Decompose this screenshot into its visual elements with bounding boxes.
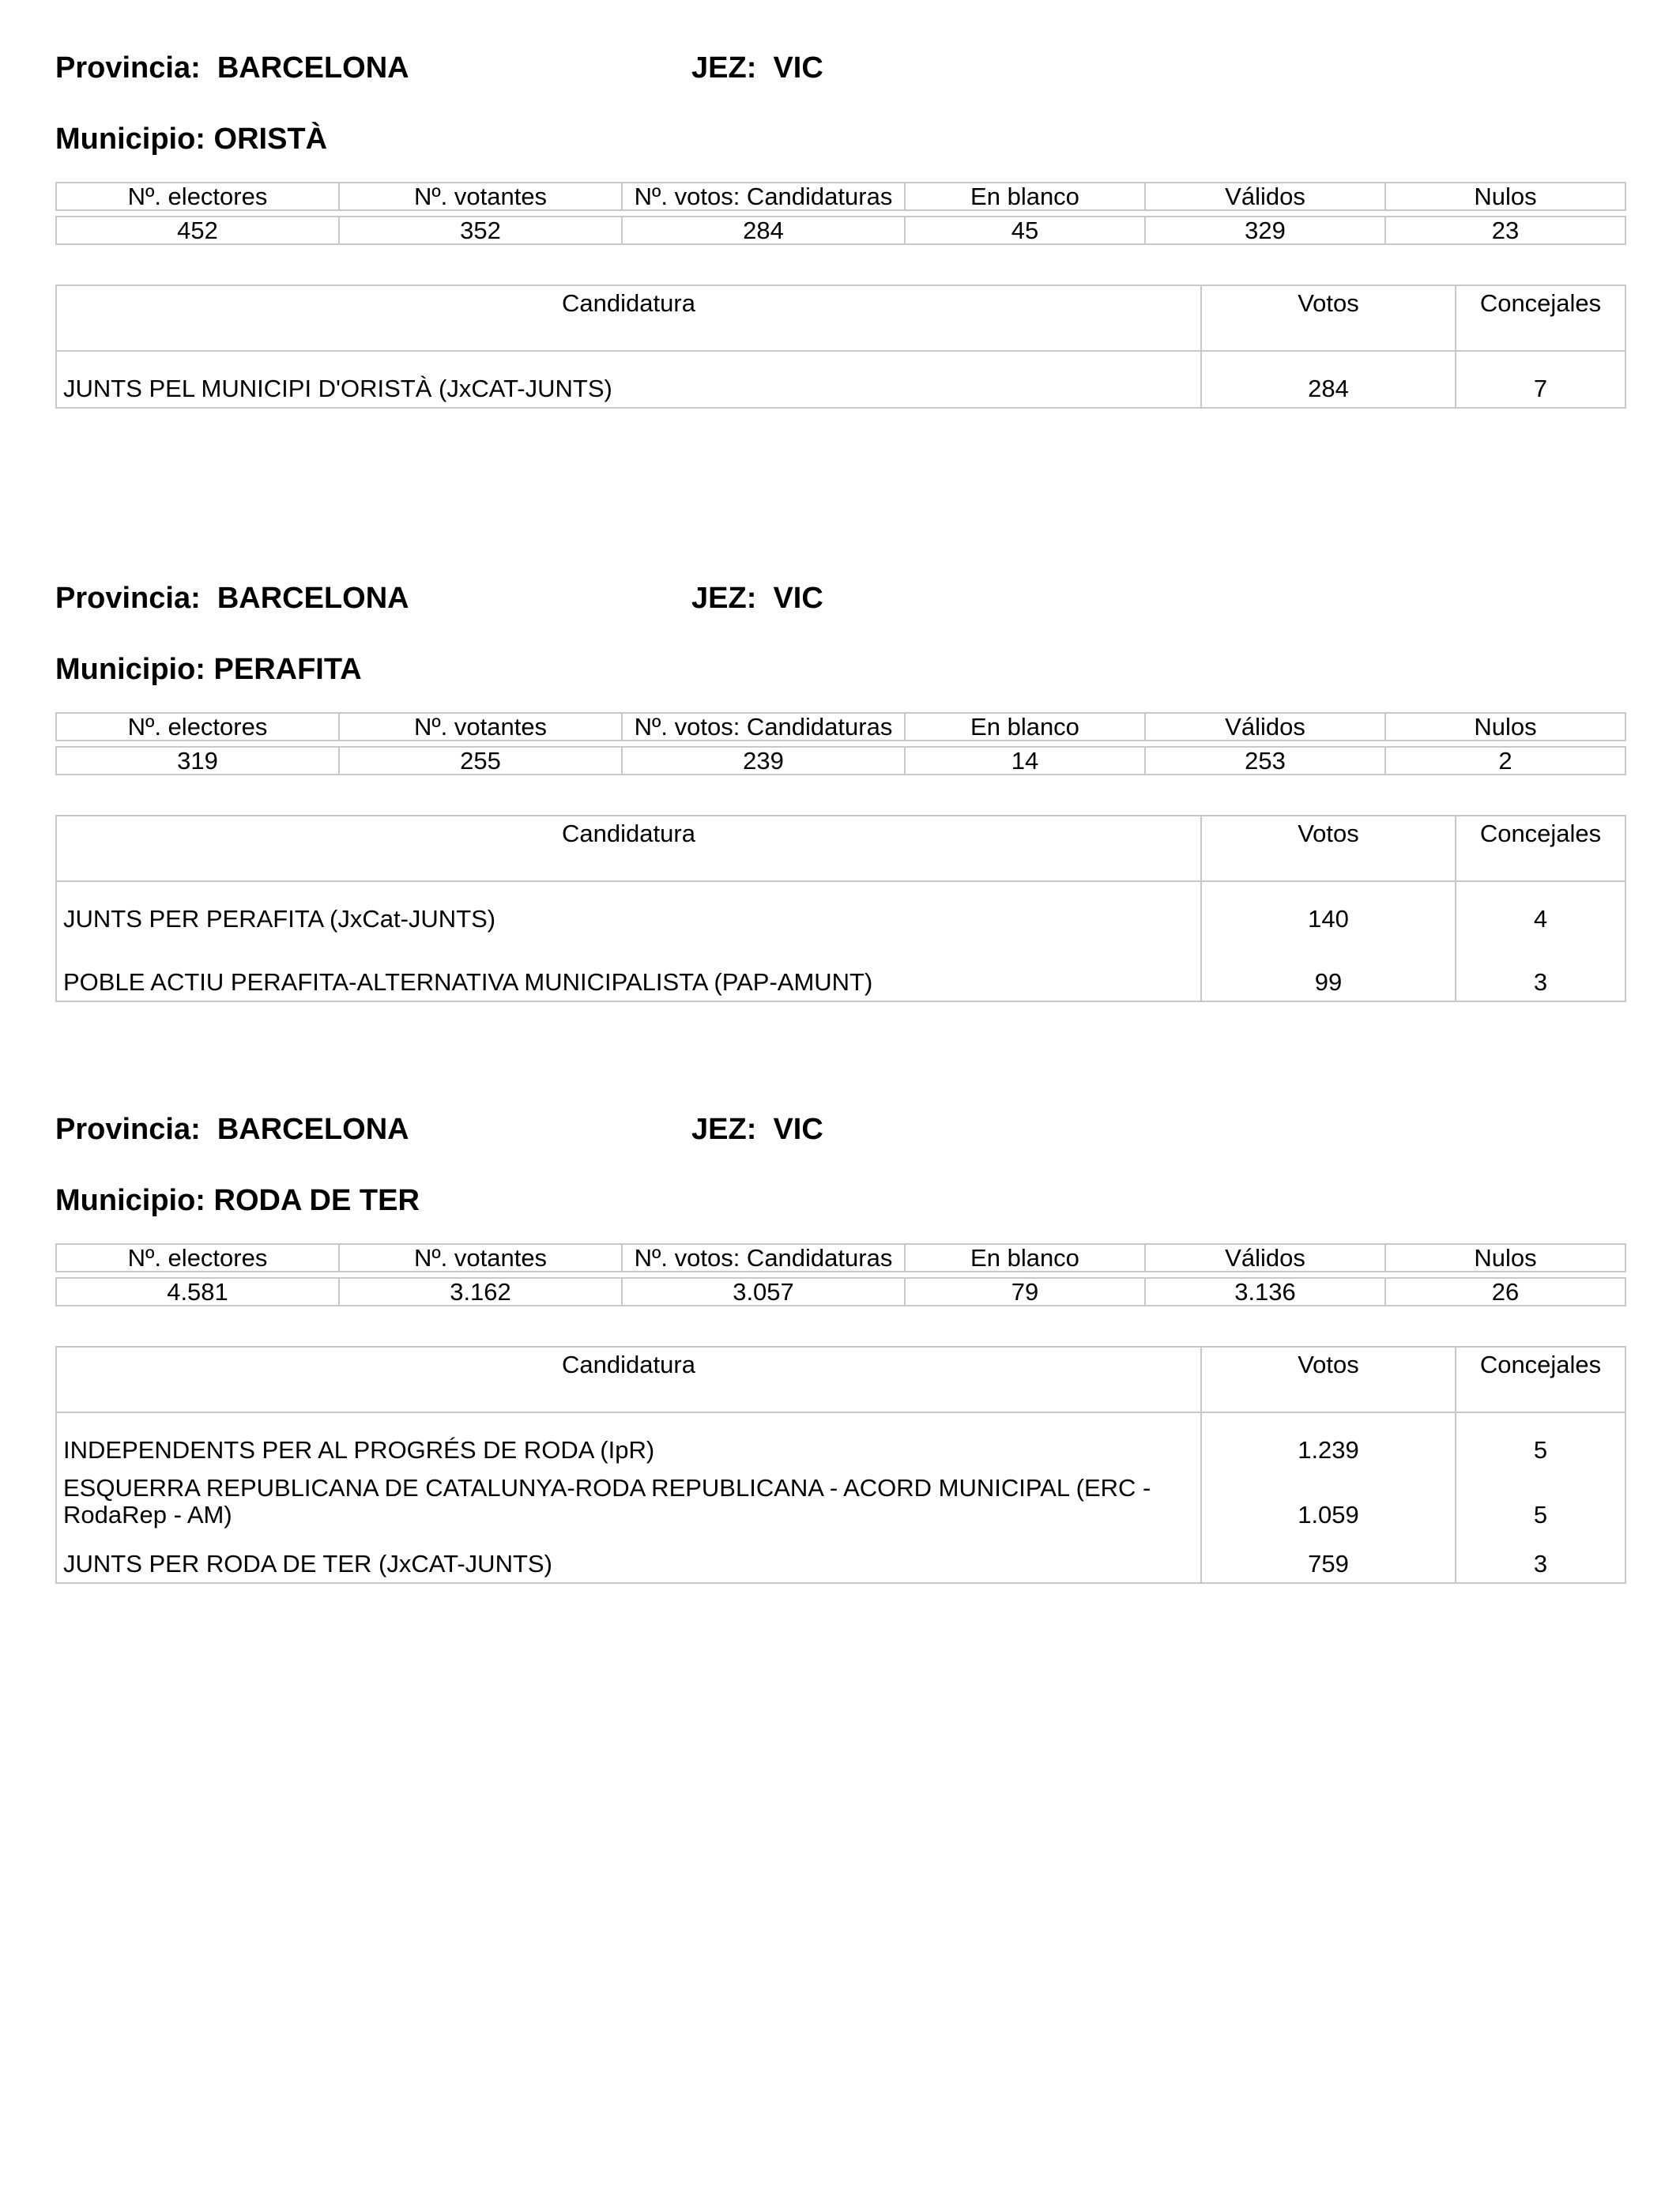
stats-value-nulos: 2 xyxy=(1385,747,1625,775)
stats-value-en-blanco: 45 xyxy=(905,217,1145,244)
candidate-votos: 1.059 xyxy=(1201,1468,1456,1533)
stats-header-validos: Válidos xyxy=(1145,1244,1385,1272)
header-concejales: Concejales xyxy=(1456,1347,1625,1412)
stats-table xyxy=(55,712,1626,775)
stats-header-electores: Nº. electores xyxy=(56,1244,339,1272)
stats-value-row xyxy=(56,1278,1625,1306)
stats-value-en-blanco: 79 xyxy=(905,1278,1145,1306)
stats-value-en-blanco: 14 xyxy=(905,747,1145,775)
stats-value-validos: 3.136 xyxy=(1145,1278,1385,1306)
stats-header-row xyxy=(56,183,1625,210)
stats-header-votos-candidaturas: Nº. votos: Candidaturas xyxy=(622,1244,905,1272)
candidate-concejales: 5 xyxy=(1456,1412,1625,1468)
stats-value-row xyxy=(56,747,1625,775)
stats-value-votos-candidaturas: 284 xyxy=(622,217,905,244)
stats-value-validos: 253 xyxy=(1145,747,1385,775)
candidate-name: JUNTS PEL MUNICIPI D'ORISTÀ (JxCAT-JUNTS) xyxy=(56,351,1201,408)
stats-header-en-blanco: En blanco xyxy=(905,713,1145,741)
header-votos: Votos xyxy=(1201,816,1456,881)
candidate-row xyxy=(56,1533,1625,1583)
provincia-heading: Provincia: BARCELONA xyxy=(55,1113,409,1146)
stats-header-nulos: Nulos xyxy=(1385,1244,1625,1272)
candidate-concejales: 5 xyxy=(1456,1468,1625,1533)
candidate-votos: 99 xyxy=(1201,937,1456,1001)
stats-value-validos: 329 xyxy=(1145,217,1385,244)
stats-header-validos: Válidos xyxy=(1145,713,1385,741)
candidates-table xyxy=(55,285,1626,409)
candidate-concejales: 7 xyxy=(1456,351,1625,408)
stats-header-votos-candidaturas: Nº. votos: Candidaturas xyxy=(622,183,905,210)
stats-header-nulos: Nulos xyxy=(1385,183,1625,210)
stats-value-votos-candidaturas: 3.057 xyxy=(622,1278,905,1306)
candidate-concejales: 4 xyxy=(1456,881,1625,937)
candidate-row xyxy=(56,1412,1625,1468)
candidate-row xyxy=(56,351,1625,408)
stats-header-en-blanco: En blanco xyxy=(905,183,1145,210)
stats-header-en-blanco: En blanco xyxy=(905,1244,1145,1272)
municipio-heading: Municipio: RODA DE TER xyxy=(55,1184,420,1217)
provincia-heading: Provincia: BARCELONA xyxy=(55,582,409,615)
jez-heading: JEZ: VIC xyxy=(691,1113,823,1146)
municipio-heading: Municipio: ORISTÀ xyxy=(55,123,328,156)
jez-heading: JEZ: VIC xyxy=(691,51,823,85)
candidates-header-row xyxy=(56,1347,1625,1412)
header-candidatura: Candidatura xyxy=(56,816,1201,881)
stats-header-votantes: Nº. votantes xyxy=(339,713,622,741)
header-candidatura: Candidatura xyxy=(56,285,1201,351)
stats-value-votos-candidaturas: 239 xyxy=(622,747,905,775)
stats-value-row xyxy=(56,217,1625,244)
stats-header-nulos: Nulos xyxy=(1385,713,1625,741)
stats-value-nulos: 26 xyxy=(1385,1278,1625,1306)
stats-value-electores: 319 xyxy=(56,747,339,775)
jez-heading: JEZ: VIC xyxy=(691,582,823,615)
stats-header-votantes: Nº. votantes xyxy=(339,183,622,210)
header-concejales: Concejales xyxy=(1456,285,1625,351)
stats-header-validos: Válidos xyxy=(1145,183,1385,210)
stats-value-electores: 4.581 xyxy=(56,1278,339,1306)
stats-header-electores: Nº. electores xyxy=(56,713,339,741)
header-votos: Votos xyxy=(1201,285,1456,351)
candidate-votos: 759 xyxy=(1201,1533,1456,1583)
stats-value-nulos: 23 xyxy=(1385,217,1625,244)
stats-value-votantes: 3.162 xyxy=(339,1278,622,1306)
stats-table xyxy=(55,1243,1626,1306)
candidate-name: JUNTS PER RODA DE TER (JxCAT-JUNTS) xyxy=(56,1533,1201,1583)
candidate-votos: 1.239 xyxy=(1201,1412,1456,1468)
candidate-concejales: 3 xyxy=(1456,1533,1625,1583)
candidate-votos: 140 xyxy=(1201,881,1456,937)
header-concejales: Concejales xyxy=(1456,816,1625,881)
candidate-votos: 284 xyxy=(1201,351,1456,408)
candidate-name: POBLE ACTIU PERAFITA-ALTERNATIVA MUNICIPALISTA (PAP-AMUNT) xyxy=(56,937,1201,1001)
candidates-table xyxy=(55,815,1626,1002)
stats-header-electores: Nº. electores xyxy=(56,183,339,210)
stats-header-votantes: Nº. votantes xyxy=(339,1244,622,1272)
stats-value-votantes: 352 xyxy=(339,217,622,244)
stats-header-votos-candidaturas: Nº. votos: Candidaturas xyxy=(622,713,905,741)
candidates-header-row xyxy=(56,816,1625,881)
candidates-header-row xyxy=(56,285,1625,351)
header-candidatura: Candidatura xyxy=(56,1347,1201,1412)
candidate-row xyxy=(56,1468,1625,1533)
candidate-name: JUNTS PER PERAFITA (JxCat-JUNTS) xyxy=(56,881,1201,937)
header-votos: Votos xyxy=(1201,1347,1456,1412)
stats-value-votantes: 255 xyxy=(339,747,622,775)
candidate-name: INDEPENDENTS PER AL PROGRÉS DE RODA (IpR) xyxy=(56,1412,1201,1468)
stats-value-electores: 452 xyxy=(56,217,339,244)
candidates-table xyxy=(55,1346,1626,1584)
stats-header-row xyxy=(56,713,1625,741)
provincia-heading: Provincia: BARCELONA xyxy=(55,51,409,85)
candidate-row xyxy=(56,881,1625,937)
municipio-heading: Municipio: PERAFITA xyxy=(55,653,362,686)
candidate-row xyxy=(56,937,1625,1001)
candidate-name: ESQUERRA REPUBLICANA DE CATALUNYA-RODA REPUBLICANA - ACORD MUNICIPAL (ERC - RodaRep - AM) xyxy=(56,1468,1201,1533)
candidate-concejales: 3 xyxy=(1456,937,1625,1001)
stats-table xyxy=(55,182,1626,245)
stats-header-row xyxy=(56,1244,1625,1272)
